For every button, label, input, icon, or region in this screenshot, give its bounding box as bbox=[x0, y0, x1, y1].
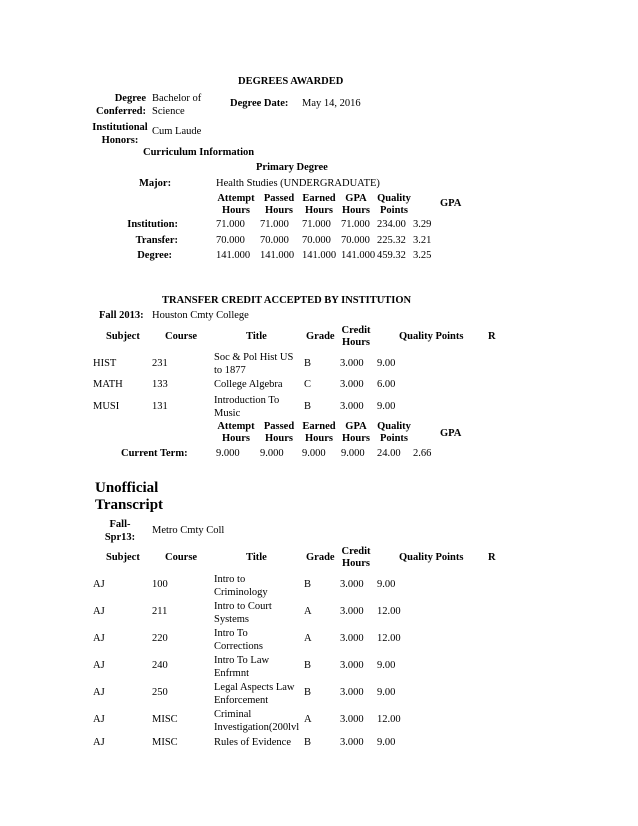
cell-title: Intro to Court Systems bbox=[214, 601, 272, 625]
cell-title: College Algebra bbox=[214, 379, 283, 390]
cell-title: Intro To Law Enfrmnt bbox=[214, 655, 270, 679]
summary-col-quality-points: Quality Points bbox=[377, 421, 411, 444]
cell: 141.000 bbox=[341, 250, 376, 261]
cell-course: 220 bbox=[152, 633, 168, 644]
transfer-col-subject: Subject bbox=[106, 331, 140, 342]
summary-col-gpa-hours: GPA Hours bbox=[341, 421, 370, 444]
cell-subject: AJ bbox=[93, 737, 105, 748]
col-earned-hours: Earned Hours bbox=[302, 193, 336, 216]
cell-subject: HIST bbox=[93, 358, 117, 369]
cell: 234.00 bbox=[377, 219, 406, 230]
cell-subject: MUSI bbox=[93, 401, 120, 412]
cell-course: 240 bbox=[152, 660, 168, 671]
cell: 71.000 bbox=[260, 219, 289, 230]
cell-credit: 3.000 bbox=[340, 379, 364, 390]
primary-degree-label: Primary Degree bbox=[256, 162, 328, 173]
unofficial-transcript-title: Unofficial Transcript bbox=[95, 480, 164, 513]
cell-quality: 9.00 bbox=[377, 358, 396, 369]
unofficial-col-r: R bbox=[488, 552, 496, 563]
cell-course: MISC bbox=[152, 714, 178, 725]
cell-subject: AJ bbox=[93, 633, 105, 644]
cell-grade: B bbox=[304, 660, 312, 671]
cell-course: 100 bbox=[152, 579, 168, 590]
cell-quality: 9.00 bbox=[377, 401, 396, 412]
unofficial-col-grade: Grade bbox=[306, 552, 335, 563]
cell-title: Intro to Criminology bbox=[214, 574, 268, 598]
cell: 9.000 bbox=[216, 448, 240, 459]
summary-col-gpa: GPA bbox=[440, 428, 462, 439]
unofficial-col-subject: Subject bbox=[106, 552, 140, 563]
col-gpa-hours: GPA Hours bbox=[341, 193, 370, 216]
unofficial-col-title: Title bbox=[246, 552, 267, 563]
cell-credit: 3.000 bbox=[340, 714, 364, 725]
degree-date-value: May 14, 2016 bbox=[302, 98, 361, 109]
cell-grade: A bbox=[304, 714, 312, 725]
cell-course: MISC bbox=[152, 737, 178, 748]
cell-quality: 12.00 bbox=[377, 633, 401, 644]
cell-credit: 3.000 bbox=[340, 358, 364, 369]
cell-quality: 12.00 bbox=[377, 606, 401, 617]
degrees-title: DEGREES AWARDED bbox=[238, 76, 344, 87]
cell-grade: B bbox=[304, 737, 312, 748]
cell-grade: A bbox=[304, 606, 312, 617]
cell-course: 250 bbox=[152, 687, 168, 698]
unofficial-term-school: Metro Cmty Coll bbox=[152, 525, 225, 536]
cell: 225.32 bbox=[377, 235, 406, 246]
cell-credit: 3.000 bbox=[340, 737, 364, 748]
cell-quality: 9.00 bbox=[377, 660, 396, 671]
unofficial-col-course: Course bbox=[165, 552, 198, 563]
col-passed-hours: Passed Hours bbox=[263, 193, 295, 216]
cell-subject: MATH bbox=[93, 379, 123, 390]
transfer-col-quality-points: Quality Points bbox=[399, 331, 464, 342]
transfer-col-grade: Grade bbox=[306, 331, 335, 342]
cell-credit: 3.000 bbox=[340, 606, 364, 617]
cell-subject: AJ bbox=[93, 660, 105, 671]
cell-subject: AJ bbox=[93, 579, 105, 590]
cell: 9.000 bbox=[302, 448, 326, 459]
cell: 70.000 bbox=[216, 235, 245, 246]
cell-title: Criminal Investigation(200lvl bbox=[214, 709, 300, 733]
cell-grade: C bbox=[304, 379, 312, 390]
cell: 141.000 bbox=[302, 250, 337, 261]
cell: 3.29 bbox=[413, 219, 432, 230]
major-label: Major: bbox=[139, 178, 172, 189]
cell-grade: B bbox=[304, 687, 312, 698]
cell: 9.000 bbox=[260, 448, 284, 459]
institutional-honors-label: Institutional Honors: bbox=[92, 122, 148, 146]
row-label: Institution: bbox=[127, 219, 178, 230]
summary-col-passed-hours: Passed Hours bbox=[263, 421, 295, 444]
degree-conferred-label: Degree Conferred: bbox=[96, 93, 146, 117]
cell-credit: 3.000 bbox=[340, 633, 364, 644]
cell-grade: B bbox=[304, 358, 312, 369]
cell: 70.000 bbox=[341, 235, 370, 246]
cell-grade: A bbox=[304, 633, 312, 644]
cell-title: Soc & Pol Hist US to 1877 bbox=[214, 352, 294, 376]
cell-title: Intro To Corrections bbox=[214, 628, 263, 652]
cell: 2.66 bbox=[413, 448, 432, 459]
cell-credit: 3.000 bbox=[340, 401, 364, 412]
cell-title: Legal Aspects Law Enforcement bbox=[214, 682, 295, 706]
curriculum-label: Curriculum Information bbox=[143, 147, 255, 158]
cell-quality: 9.00 bbox=[377, 579, 396, 590]
transfer-term-school: Houston Cmty College bbox=[152, 310, 249, 321]
cell: 141.000 bbox=[216, 250, 251, 261]
summary-col-earned-hours: Earned Hours bbox=[302, 421, 336, 444]
cell-subject: AJ bbox=[93, 687, 105, 698]
transfer-col-title: Title bbox=[246, 331, 267, 342]
transfer-title: TRANSFER CREDIT ACCEPTED BY INSTITUTION bbox=[162, 295, 412, 306]
institutional-honors-value: Cum Laude bbox=[152, 126, 202, 137]
cell: 141.000 bbox=[260, 250, 295, 261]
cell: 71.000 bbox=[302, 219, 331, 230]
cell: 70.000 bbox=[260, 235, 289, 246]
transfer-col-r: R bbox=[488, 331, 496, 342]
cell-quality: 12.00 bbox=[377, 714, 401, 725]
cell: 71.000 bbox=[341, 219, 370, 230]
cell-course: 133 bbox=[152, 379, 168, 390]
cell: 71.000 bbox=[216, 219, 245, 230]
degree-conferred-value: Bachelor of Science bbox=[152, 93, 202, 117]
transfer-col-credit-hours: Credit Hours bbox=[341, 325, 371, 348]
cell: 3.25 bbox=[413, 250, 432, 261]
summary-col-attempt-hours: Attempt Hours bbox=[217, 421, 255, 444]
cell: 70.000 bbox=[302, 235, 331, 246]
major-value: Health Studies (UNDERGRADUATE) bbox=[216, 178, 380, 189]
cell: 3.21 bbox=[413, 235, 432, 246]
cell-title: Introduction To Music bbox=[214, 395, 280, 419]
cell-subject: AJ bbox=[93, 714, 105, 725]
cell-grade: B bbox=[304, 401, 312, 412]
cell-course: 231 bbox=[152, 358, 168, 369]
cell-quality: 6.00 bbox=[377, 379, 396, 390]
col-attempt-hours: Attempt Hours bbox=[217, 193, 255, 216]
cell-credit: 3.000 bbox=[340, 687, 364, 698]
cell-quality: 9.00 bbox=[377, 737, 396, 748]
transfer-col-course: Course bbox=[165, 331, 198, 342]
cell-subject: AJ bbox=[93, 606, 105, 617]
unofficial-term-label: Fall-Spr13: bbox=[104, 519, 136, 543]
col-gpa: GPA bbox=[440, 198, 462, 209]
cell-quality: 9.00 bbox=[377, 687, 396, 698]
cell-credit: 3.000 bbox=[340, 579, 364, 590]
unofficial-col-credit-hours: Credit Hours bbox=[341, 546, 371, 569]
degree-date-label: Degree Date: bbox=[230, 98, 289, 109]
cell-course: 211 bbox=[152, 606, 168, 617]
cell: 24.00 bbox=[377, 448, 401, 459]
row-label: Degree: bbox=[137, 250, 172, 261]
transfer-term-label: Fall 2013: bbox=[99, 310, 144, 321]
cell-course: 131 bbox=[152, 401, 168, 412]
cell-title: Rules of Evidence bbox=[214, 737, 291, 748]
unofficial-col-quality-points: Quality Points bbox=[399, 552, 464, 563]
cell-credit: 3.000 bbox=[340, 660, 364, 671]
current-term-label: Current Term: bbox=[121, 448, 188, 459]
row-label: Transfer: bbox=[135, 235, 178, 246]
cell: 9.000 bbox=[341, 448, 365, 459]
cell-grade: B bbox=[304, 579, 312, 590]
col-quality-points: Quality Points bbox=[377, 193, 411, 216]
cell: 459.32 bbox=[377, 250, 406, 261]
